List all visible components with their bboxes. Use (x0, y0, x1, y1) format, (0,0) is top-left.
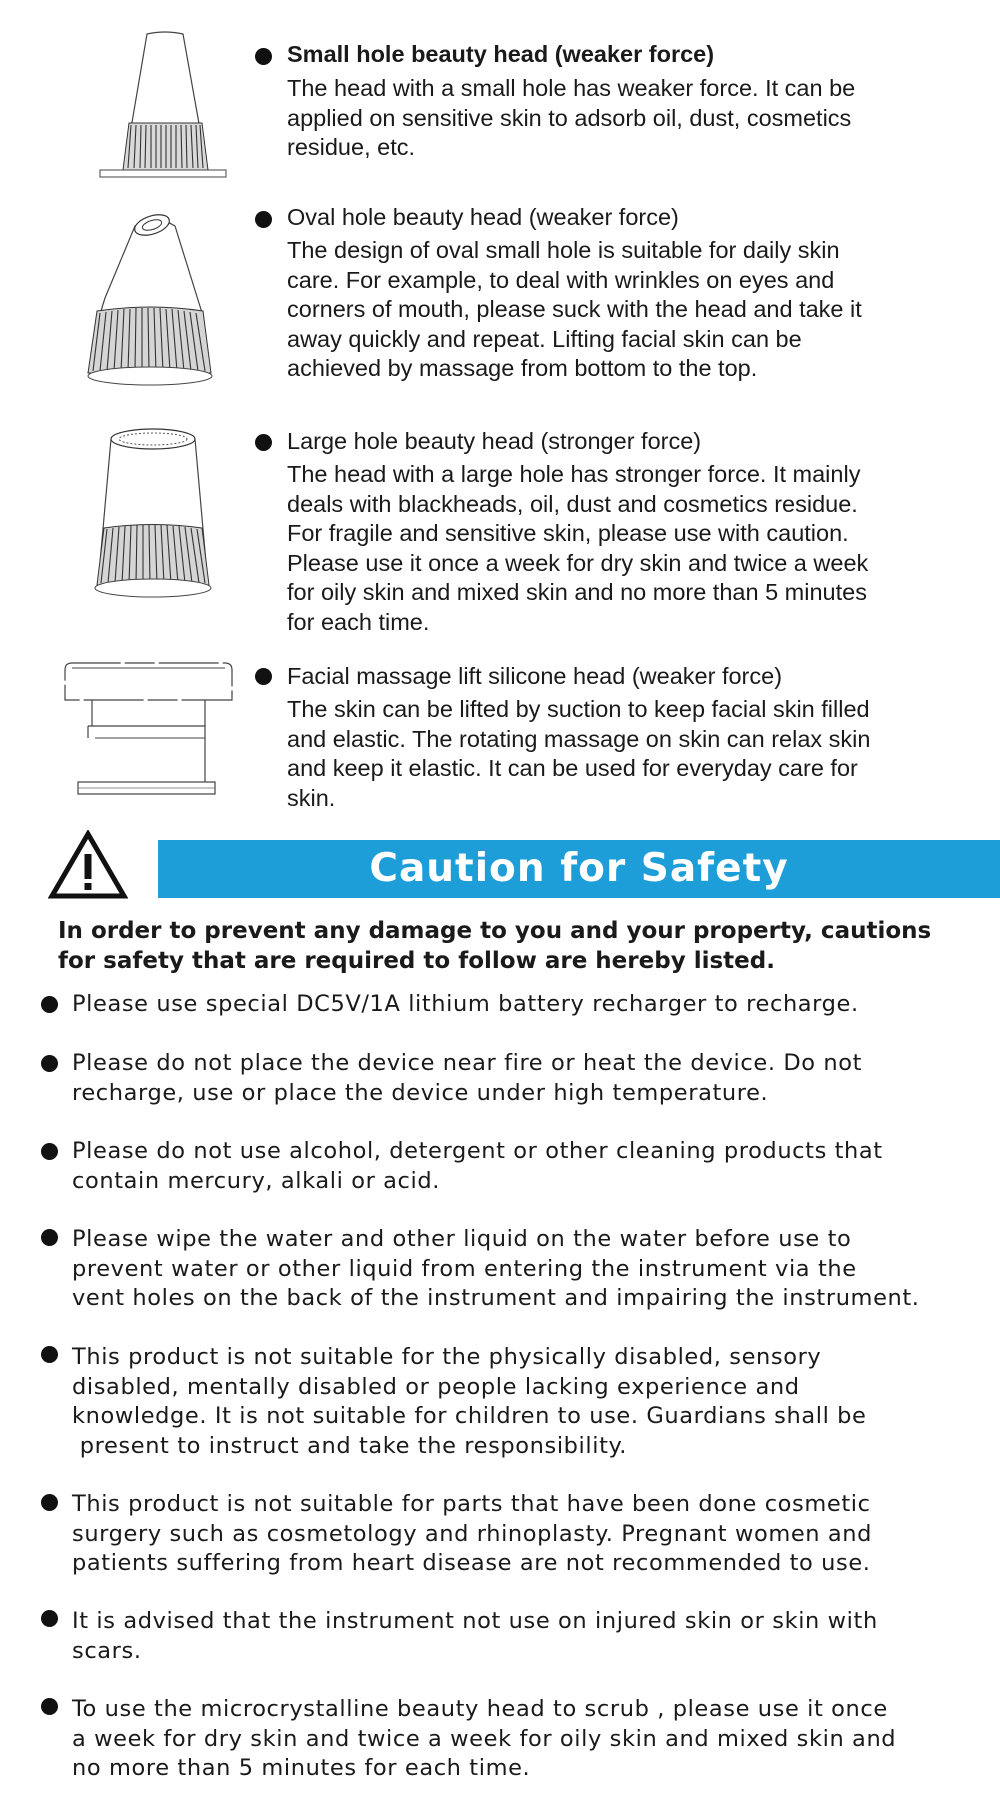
safety-text (72, 990, 997, 1020)
description-line: The skin can be lifted by suction to keep facial skin filled (287, 696, 870, 722)
safety-line: recharge, use or place the device under high temperature. (72, 1079, 769, 1106)
large-hole-head-illustration (78, 425, 228, 615)
safety-line: knowledge. It is not suitable for children to use. Guardians shall be (72, 1403, 867, 1429)
caution-banner-title: Caution for Safety (158, 840, 1000, 898)
safety-line: Please wipe the water and other liquid on the water before use to (72, 1226, 852, 1252)
bullet-icon (41, 1143, 58, 1160)
beauty-head-description (287, 236, 977, 384)
description-line: For fragile and sensitive skin, please use with caution. (287, 520, 849, 546)
safety-text (72, 1490, 997, 1579)
safety-line: patients suffering from heart disease are not recommended to use. (72, 1550, 871, 1576)
bullet-icon (255, 434, 272, 451)
description-line: The design of oval small hole is suitable for daily skin (287, 237, 840, 263)
safety-line: a week for dry skin and twice a week for oily skin and mixed skin and (72, 1725, 897, 1752)
description-line: Please use it once a week for dry skin and twice a week (287, 549, 869, 576)
safety-line: This product is not suitable for the physically disabled, sensory (72, 1344, 822, 1370)
safety-line: Please do not use alcohol, detergent or other cleaning products that (72, 1138, 883, 1164)
bullet-icon (41, 1494, 58, 1511)
safety-line: This product is not suitable for parts that have been done cosmetic (72, 1491, 871, 1517)
safety-line: It is advised that the instrument not use on injured skin or skin with (72, 1608, 878, 1634)
safety-line: no more than 5 minutes for each time. (72, 1755, 531, 1781)
safety-line: vent holes on the back of the instrument and impairing the instrument. (72, 1285, 920, 1311)
description-line: achieved by massage from bottom to the top. (287, 355, 758, 381)
bullet-icon (41, 1698, 58, 1715)
bullet-icon (255, 211, 272, 228)
safety-line: Please use special DC5V/1A lithium battery recharger to recharge. (72, 991, 859, 1017)
bullet-icon (41, 1346, 58, 1363)
safety-line: prevent water or other liquid from entering the instrument via the (72, 1255, 857, 1282)
description-line: for oily skin and mixed skin and no more than 5 minutes (287, 579, 867, 605)
bullet-icon (41, 1229, 58, 1246)
caution-intro (58, 916, 998, 976)
oval-hole-head-illustration (75, 208, 225, 393)
intro-line: for safety that are required to follow are hereby listed. (58, 948, 775, 974)
description-line: and elastic. The rotating massage on skin can relax skin (287, 725, 871, 752)
description-line: The head with a large hole has stronger force. It mainly (287, 461, 861, 487)
description-line: care. For example, to deal with wrinkles on eyes and (287, 266, 835, 293)
safety-line: Please do not place the device near fire or heat the device. Do not (72, 1050, 863, 1076)
description-line: residue, etc. (287, 134, 416, 160)
bullet-icon (41, 996, 58, 1013)
beauty-head-description (287, 460, 977, 637)
safety-text (72, 1049, 997, 1108)
bullet-icon (41, 1610, 58, 1627)
silicone-head-illustration (60, 660, 235, 805)
description-line: applied on sensitive skin to adsorb oil, dust, cosmetics (287, 104, 852, 131)
beauty-head-description (287, 74, 977, 163)
description-line: and keep it elastic. It can be used for everyday care for (287, 755, 858, 781)
description-line: corners of mouth, please suck with the head and take it (287, 296, 862, 322)
safety-line: To use the microcrystalline beauty head to scrub , please use it once (72, 1696, 888, 1722)
safety-line: present to instruct and take the responsibility. (72, 1432, 627, 1459)
description-line: for each time. (287, 608, 430, 635)
description-line: deals with blackheads, oil, dust and cosmetics residue. (287, 490, 858, 517)
description-line: skin. (287, 784, 336, 811)
bullet-icon (255, 668, 272, 685)
safety-text (72, 1695, 997, 1784)
warning-triangle-icon (48, 830, 128, 900)
safety-line: disabled, mentally disabled or people lacking experience and (72, 1373, 800, 1400)
beauty-head-title: Large hole beauty head (stronger force) (287, 428, 702, 454)
bullet-icon (255, 48, 272, 65)
safety-text (72, 1225, 997, 1314)
description-line: The head with a small hole has weaker force. It can be (287, 75, 856, 101)
beauty-head-title: Facial massage lift silicone head (weaker force) (287, 663, 783, 689)
small-hole-head-illustration (95, 28, 235, 183)
description-line: away quickly and repeat. Lifting facial skin can be (287, 325, 802, 352)
safety-line: surgery such as cosmetology and rhinoplasty. Pregnant women and (72, 1520, 873, 1547)
safety-line: contain mercury, alkali or acid. (72, 1167, 441, 1194)
safety-line: scars. (72, 1637, 142, 1664)
safety-text (72, 1137, 997, 1196)
safety-text (72, 1343, 997, 1461)
safety-text (72, 1607, 997, 1666)
intro-line: In order to prevent any damage to you and your property, cautions (58, 918, 932, 944)
beauty-head-description (287, 695, 977, 813)
beauty-head-title: Small hole beauty head (weaker force) (287, 41, 715, 67)
beauty-head-title: Oval hole beauty head (weaker force) (287, 204, 679, 230)
bullet-icon (41, 1055, 58, 1072)
